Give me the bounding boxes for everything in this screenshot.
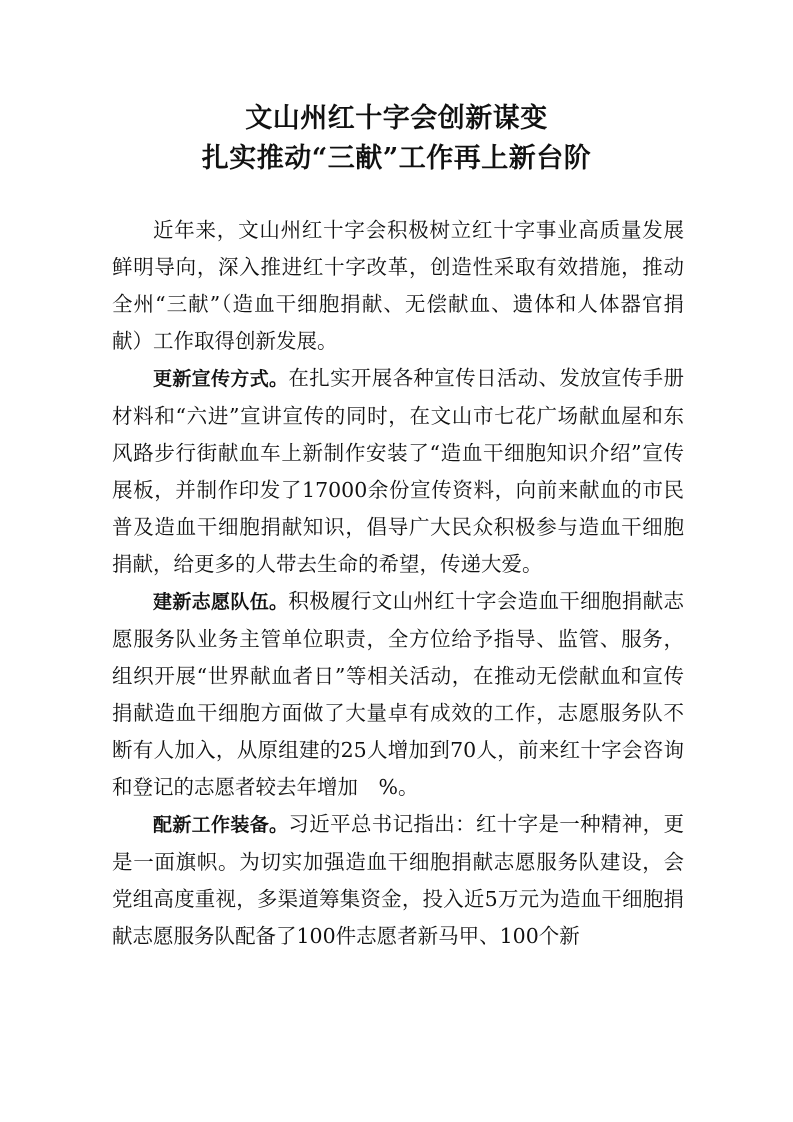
document-title-line-2: 扎实推动“三献”工作再上新台阶 [201,143,592,174]
paragraph-publicity [112,360,684,583]
document-title-line-1: 文山州红十字会创新谋变 [245,103,548,134]
document-body [112,212,684,955]
paragraph-text: 习近平总书记指出：红十字是一种精神，更是一面旗帜。为切实加强造血干细胞捐献志愿服务队建设，会党组高度重视，多渠道筹集资金，投入近5万元为造血干细胞捐献志愿服务队配备了100件志愿者新马甲、100个新 [112,812,684,948]
paragraph-lead: 配新工作装备。 [153,814,289,836]
paragraph-volunteers [112,583,684,806]
paragraph-lead: 建新志愿队伍。 [153,591,289,613]
paragraph-intro [112,212,684,360]
paragraph-lead: 更新宣传方式。 [153,368,289,390]
paragraph-text: 近年来，文山州红十字会积极树立红十字事业高质量发展鲜明导向，深入推进红十字改革，创造性采取有效措施，推动全州“三献”（造血干细胞捐献、无偿献血、遗体和人体器官捐献）工作取得创新发展。 [112,218,684,353]
paragraph-text: 在扎实开展各种宣传日活动、发放宣传手册材料和“六进”宣讲宣传的同时，在文山市七花广场献血屋和东风路步行街献血车上新制作安装了“造血干细胞知识介绍”宣传展板，并制作印发了17000余份宣传资料，向前来献血的市民普及造血干细胞捐献知识，倡导广大民众积极参与造血干细胞捐献，给更多的人带去生命的希望，传递大爱。 [112,366,684,576]
paragraph-equipment [112,806,684,955]
paragraph-text: 积极履行文山州红十字会造血干细胞捐献志愿服务队业务主管单位职责，全方位给予指导、监管、服务，组织开展“世界献血者日”等相关活动，在推动无偿献血和宣传捐献造血干细胞方面做了大量卓有成效的工作，志愿服务队不断有人加入，从原组建的25人增加到70人，前来红十字会咨询和登记的志愿者较去年增加 %。 [112,589,684,799]
